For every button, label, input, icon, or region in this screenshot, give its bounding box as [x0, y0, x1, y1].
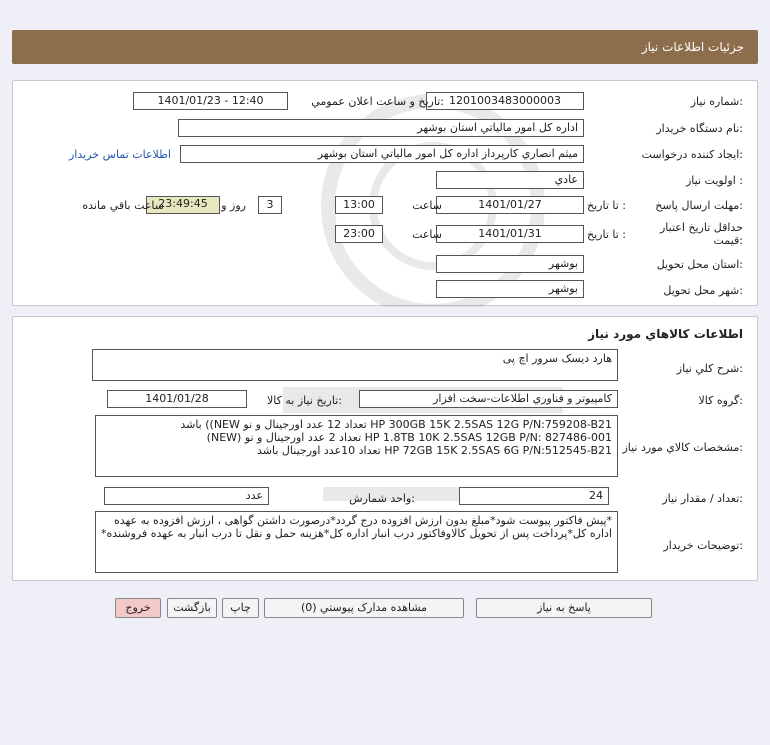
view-attachments-button[interactable]: مشاهده مدارک پيوستي (0) — [264, 598, 464, 618]
need-number-label: شماره نياز: — [690, 95, 743, 108]
goods-panel — [12, 316, 758, 581]
deadline-time-field: 13:00 — [335, 196, 383, 214]
specs-label: مشخصات کالاي مورد نياز: — [622, 441, 743, 454]
summary-field: هارد ديسک سرور اچ پی — [92, 349, 618, 381]
unit-label: واحد شمارش: — [349, 492, 415, 505]
spec-line: HP 1.8TB 10K 2.5SAS 12GB P/N: 827486-001 تعداد 2 عدد اورجينال و نو (NEW) — [206, 431, 612, 444]
priority-label: اولويت نياز : — [685, 174, 743, 187]
page-title: جزئيات اطلاعات نياز — [641, 40, 744, 54]
qty-label: تعداد / مقدار نياز: — [662, 492, 743, 505]
buyer-org-label: نام دستگاه خريدار: — [656, 122, 743, 135]
creator-field: ميثم انصاري کارپرداز اداره کل امور مالياتي استان بوشهر — [180, 145, 584, 163]
summary-label: شرح کلي نياز: — [676, 362, 743, 375]
need-date-label: تاريخ نياز به کالا: — [267, 394, 342, 407]
validity-time-field: 23:00 — [335, 225, 383, 243]
validity-time-label: ساعت — [412, 228, 442, 241]
days-label: روز و — [221, 199, 246, 212]
province-label: استان محل تحويل: — [656, 258, 743, 271]
goods-section-title: اطلاعات کالاهاي مورد نياز — [588, 327, 743, 341]
need-date-field: 1401/01/28 — [107, 390, 247, 408]
city-field: بوشهر — [436, 280, 584, 298]
province-field: بوشهر — [436, 255, 584, 273]
page-header — [12, 30, 758, 64]
validity-label: حداقل تاريخ اعتبار قيمت: — [659, 221, 743, 247]
reply-button[interactable]: پاسخ به نياز — [476, 598, 652, 618]
deadline-to-date-label: تا تاريخ : — [587, 199, 626, 212]
watermark-logo-icon — [283, 81, 603, 307]
print-button[interactable]: چاپ — [222, 598, 259, 618]
deadline-date-field: 1401/01/27 — [436, 196, 584, 214]
need-number-field: 1201003483000003 — [426, 92, 584, 110]
buyer-org-field: اداره کل امور مالياتي استان بوشهر — [178, 119, 584, 137]
spec-line: HP 72GB 15K 2.5SAS 6G P/N:512545-B21 تعداد 10عدد اورجينال باشد — [257, 444, 612, 457]
deadline-label: مهلت ارسال پاسخ: — [655, 199, 743, 212]
specs-field — [95, 415, 618, 477]
need-info-panel — [12, 80, 758, 306]
buyer-contact-link[interactable]: اطلاعات تماس خريدار — [69, 148, 171, 161]
exit-button[interactable]: خروج — [115, 598, 161, 618]
deadline-time-label: ساعت — [412, 199, 442, 212]
buyer-notes-label: توضيحات خريدار: — [663, 539, 743, 552]
group-label: گروه کالا: — [698, 394, 743, 407]
validity-date-field: 1401/01/31 — [436, 225, 584, 243]
days-field: 3 — [258, 196, 282, 214]
spec-line: HP 300GB 15K 2.5SAS 12G P/N:759208-B21 تعداد 12 عدد اورجينال و نو NEW)) باشد — [180, 418, 612, 431]
unit-field: عدد — [104, 487, 269, 505]
remaining-label: ساعت باقي مانده — [82, 199, 164, 212]
priority-field: عادي — [436, 171, 584, 189]
remaining-timer: 23:49:45 — [146, 196, 220, 214]
validity-to-date-label: تا تاريخ : — [587, 228, 626, 241]
group-field: کامپيوتر و فناوري اطلاعات-سخت افزار — [359, 390, 618, 408]
announce-field: 1401/01/23 - 12:40 — [133, 92, 288, 110]
creator-label: ايجاد کننده درخواست: — [641, 148, 743, 161]
announce-label: تاريخ و ساعت اعلان عمومي: — [311, 95, 444, 108]
back-button[interactable]: بازگشت — [167, 598, 217, 618]
buyer-notes-field: *پيش فاکتور پيوست شود*مبلغ بدون ارزش افزوده درج گردد*درصورت داشتن گواهی ، ارزش افزوده به عهده اداره کل*پرداخت پس از تحويل کالاوفاکتور درب انبار اداره کل*هزينه حمل و نقل تا درب انبار به عهده فروشنده* — [95, 511, 618, 573]
qty-field: 24 — [459, 487, 609, 505]
city-label: شهر محل تحويل: — [663, 284, 743, 297]
